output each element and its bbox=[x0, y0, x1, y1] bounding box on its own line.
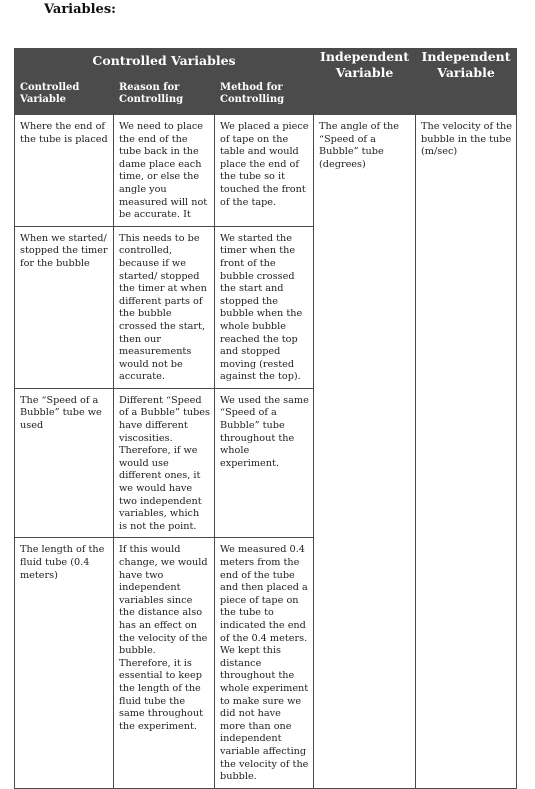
controlled-variable-cell: The “Speed of a Bubble” tube we used bbox=[15, 388, 114, 538]
controlled-variable-cell: Where the end of the tube is placed bbox=[15, 115, 114, 227]
table-row bbox=[15, 115, 517, 227]
reason-cell: If this would change, we would have two independent variables since the distance also has an effect on the velocity of the bubble. Therefore, it is essential to keep the length of the fluid tube the same throughout the experiment. bbox=[114, 538, 215, 788]
method-cell: We used the same “Speed of a Bubble” tube throughout the whole experiment. bbox=[215, 388, 314, 538]
independent-variable-2-cell: The velocity of the bubble in the tube (m/sec) bbox=[416, 115, 517, 789]
reason-cell: We need to place the end of the tube back in the dame place each time, or else the angle you measured will not be accurate. It bbox=[114, 115, 215, 227]
controlled-variables-header: Controlled Variables bbox=[15, 49, 314, 78]
controlled-variable-cell: When we started/ stopped the timer for the bubble bbox=[15, 226, 114, 388]
variables-table bbox=[14, 48, 517, 789]
independent-variable-1-cell: The angle of the “Speed of a Bubble” tube (degrees) bbox=[314, 115, 416, 789]
independent-variable-header-1: Independent Variable bbox=[314, 49, 416, 115]
method-cell: We placed a piece of tape on the table and would place the end of the tube so it touched the front of the tape. bbox=[215, 115, 314, 227]
reason-cell: Different “Speed of a Bubble” tubes have different viscosities. Therefore, if we would use different ones, it we would have two independent variables, which is not the point. bbox=[114, 388, 215, 538]
reason-cell: This needs to be controlled, because if we started/ stopped the timer at when different parts of the bubble crossed the start, then our measurements would not be accurate. bbox=[114, 226, 215, 388]
section-heading: Variables: bbox=[44, 2, 116, 17]
independent-variable-header-2: Independent Variable bbox=[416, 49, 517, 115]
controlled-variable-subheader: Controlled Variable bbox=[15, 78, 114, 115]
controlled-variable-cell: The length of the fluid tube (0.4 meters) bbox=[15, 538, 114, 788]
method-cell: We measured 0.4 meters from the end of the tube and then placed a piece of tape on the tube to indicated the end of the 0.4 meters. We kept this distance throughout the whole experiment to make sure we did not have more than one independent variable affecting the velocity of the bubble. bbox=[215, 538, 314, 788]
method-cell: We started the timer when the front of the bubble crossed the start and stopped the bubble when the whole bubble reached the top and stopped moving (rested against the top). bbox=[215, 226, 314, 388]
reason-subheader: Reason for Controlling bbox=[114, 78, 215, 115]
method-subheader: Method for Controlling bbox=[215, 78, 314, 115]
